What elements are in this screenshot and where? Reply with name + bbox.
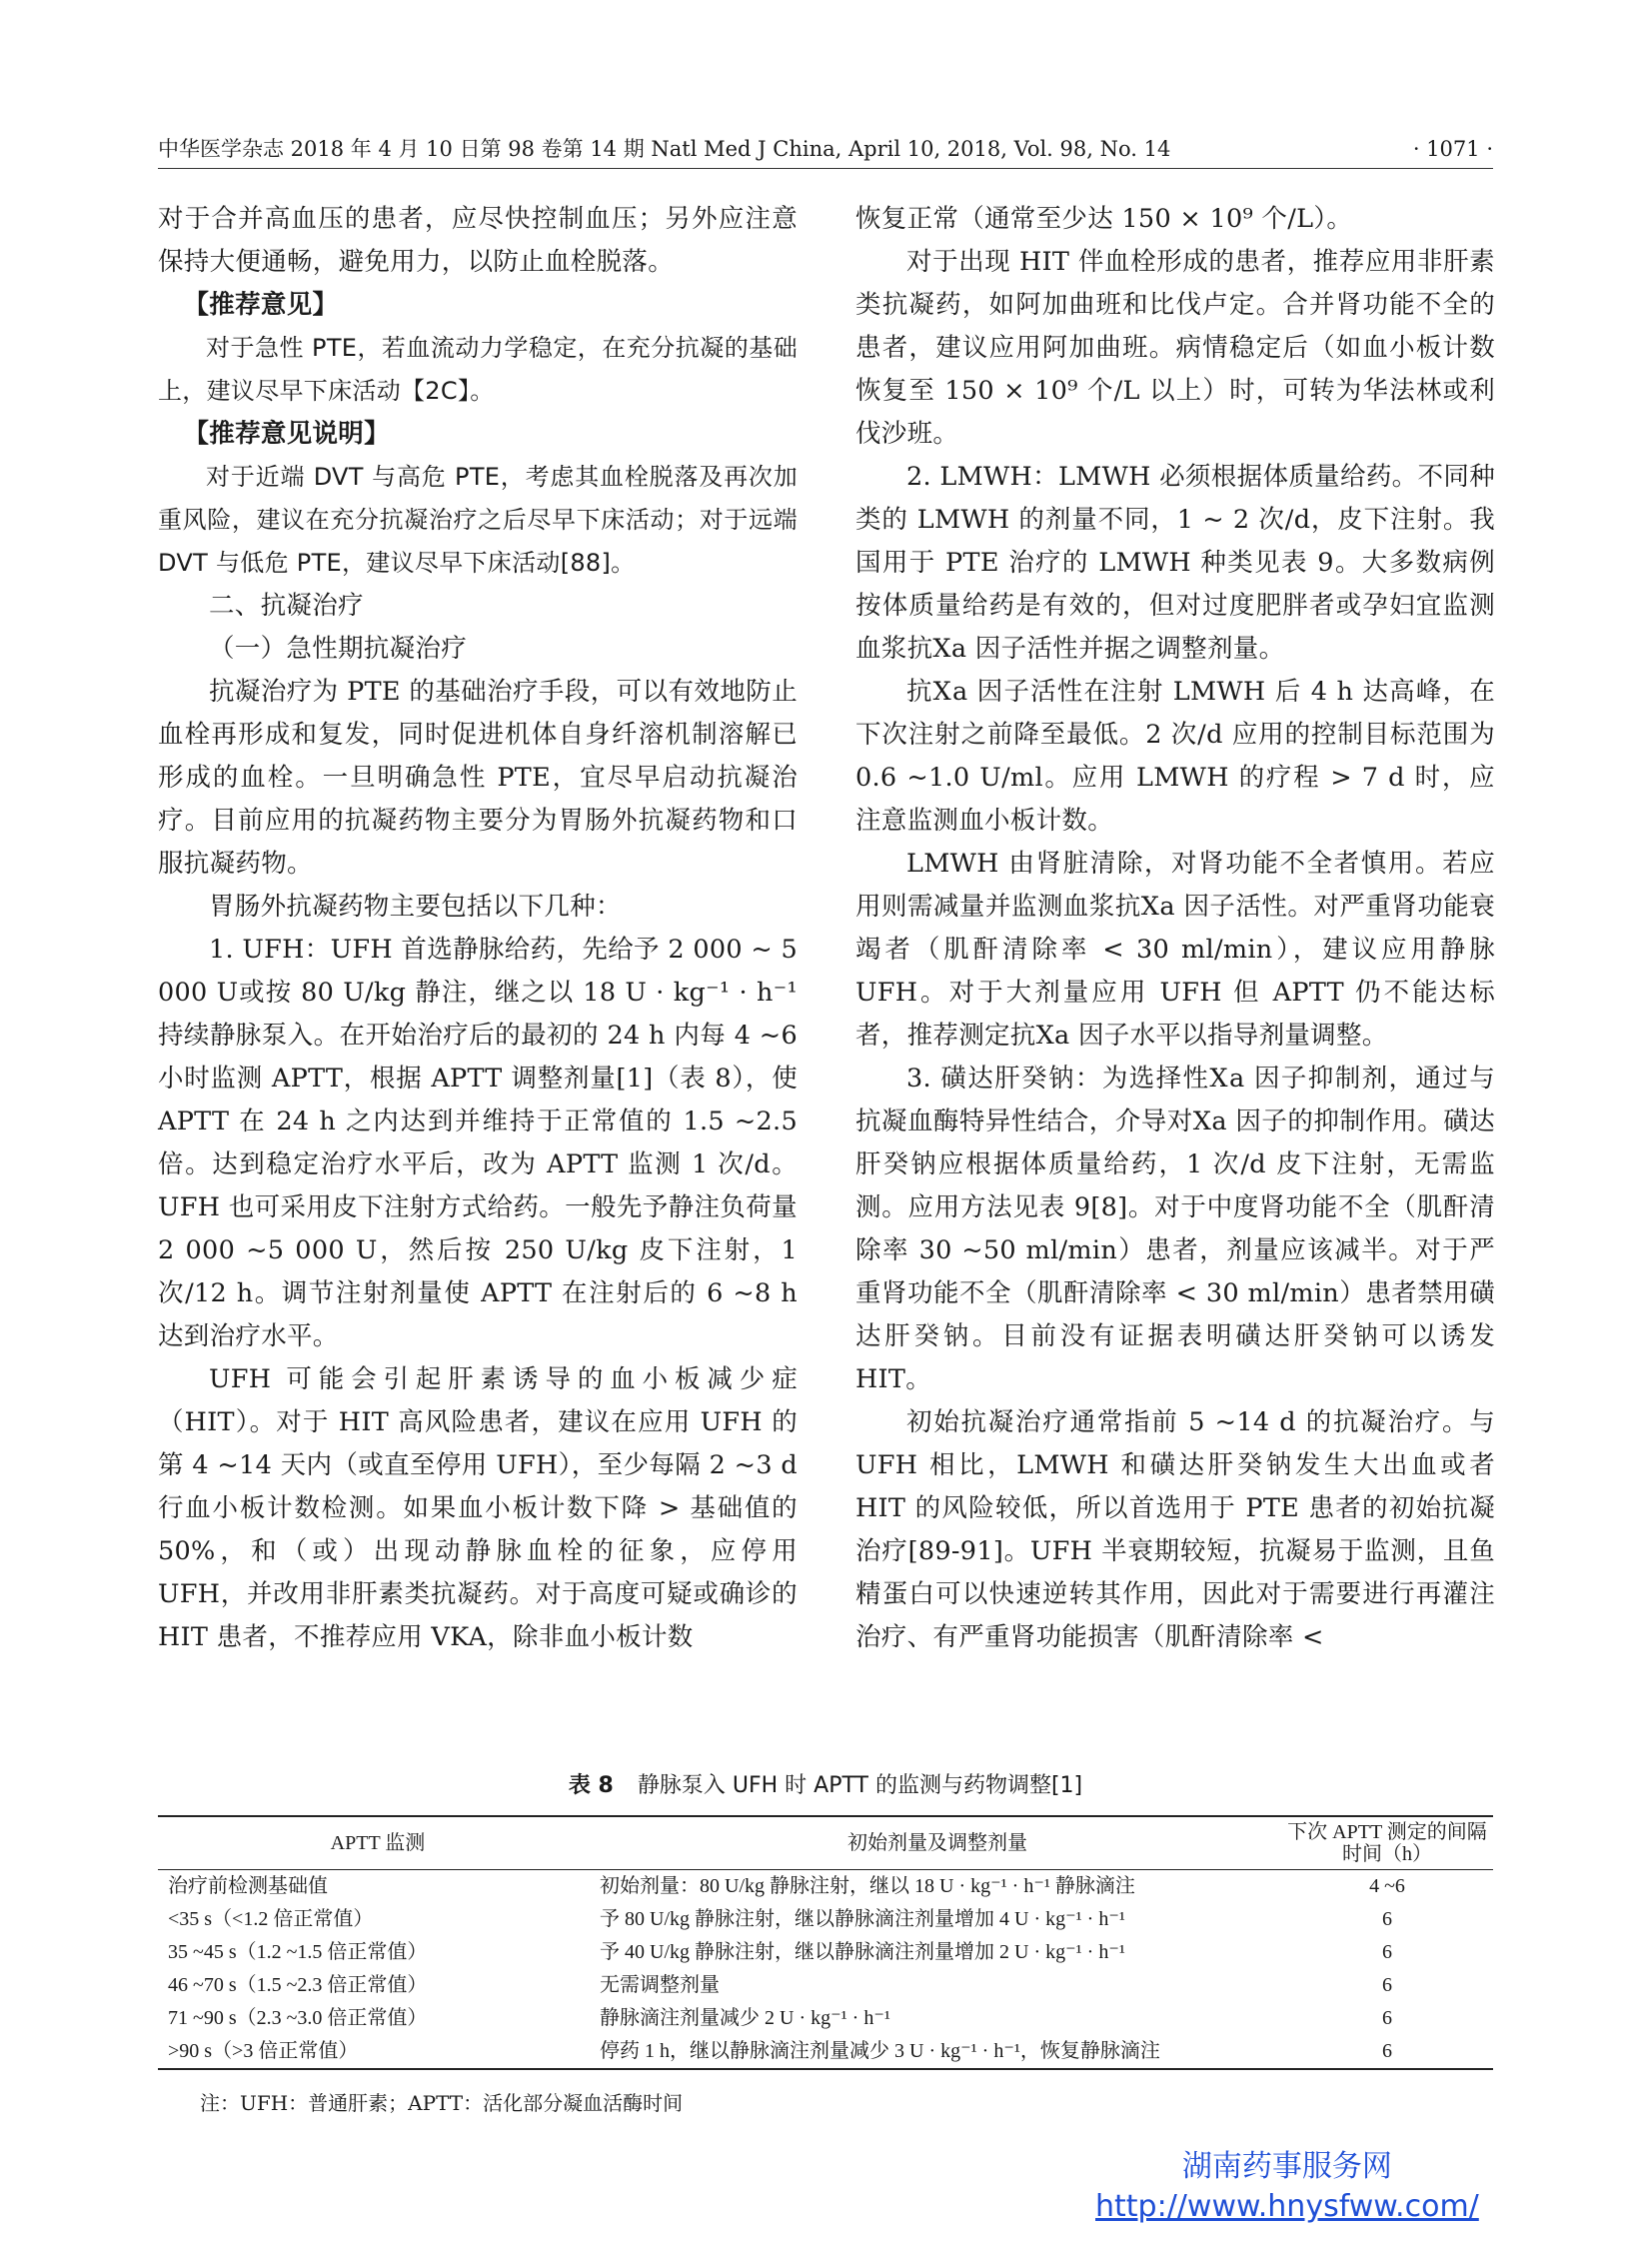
cell: 6 [1382,1974,1392,1996]
watermark-name: 湖南药事服务网 [1181,2149,1392,2184]
table-row [158,2002,1493,2035]
paragraph: 3. 磺达肝癸钠：为选择性Ⅹa 因子抑制剂，通过与抗凝血酶特异性结合，介导对Ⅹa 因子的抑制作用。磺达肝癸钠应根据体质量给药，1 次/d 皮下注射，无需监测。应用方法见表 9[8]。对于中度肾功能不全（肌酐清除率 30 ~50 ml/min）患者，剂量应该减半。对于严重肾功能不全（肌酐清除率 < 30 ml/min）患者禁用磺达肝癸钠。目前没有证据表明磺达肝癸钠可以诱发 HIT。 [855,1064,1495,1394]
paragraph: 抗Ⅹa 因子活性在注射 LMWH 后 4 h 达高峰，在下次注射之前降至最低。2 次/d 应用的控制目标范围为 0.6 ~1.0 U/ml。应用 LMWH 的疗程 > 7 d 时，应注意监测血小板计数。 [855,677,1495,836]
journal-citation: 中华医学杂志 2018 年 4 月 10 日第 98 卷第 14 期 Natl Med J China, April 10, 2018, Vol. 98, No. 14 [158,137,1171,161]
paragraph: UFH 可能会引起肝素诱导的血小板减少症（HIT）。对于 HIT 高风险患者，建议在应用 UFH 的第 4 ~14 天内（或直至停用 UFH），至少每隔 2 ~3 d 行血小板计数检测。如果血小板计数下降 > 基础值的 50%，和（或）出现动静脉血栓的征象，应停用 UFH，并改用非肝素类抗凝药。对于高度可疑或确诊的 HIT 患者，不推荐应用 VKA，除非血小板计数 [158,1364,798,1652]
table-row [158,1870,1493,1904]
col-header: 下次 APTT 测定的间隔时间（h） [1281,1816,1493,1870]
cell: 初始剂量：80 U/kg 静脉注射，继以 18 U · kg⁻¹ · h⁻¹ 静脉滴注 [600,1875,1135,1897]
cell: 6 [1382,1908,1392,1930]
cell: 6 [1382,2007,1392,2029]
table-row [158,1969,1493,2002]
table-header-row [158,1816,1493,1870]
cell: 6 [1281,2035,1493,2069]
recommendation-note-text: 对于近端 DVT 与高危 PTE，考虑其血栓脱落及再次加重风险，建议在充分抗凝治疗之后尽早下床活动；对于远端 DVT 与低危 PTE，建议尽早下床活动[88]。 [158,463,798,577]
cell: 46 ~70 s（1.5 ~2.3 倍正常值） [168,1974,428,1996]
cell: 71 ~90 s（2.3 ~3.0 倍正常值） [168,2007,428,2029]
table-row [158,1936,1493,1969]
table-label: 表 8 [568,1773,614,1798]
col-header: APTT 监测 [158,1816,594,1870]
table-row [158,2035,1493,2069]
cell: 予 40 U/kg 静脉注射，继以静脉滴注剂量增加 2 U · kg⁻¹ · h⁻¹ [600,1941,1125,1963]
watermark-url-link[interactable]: http://www.hnysfww.com/ [1095,2189,1479,2224]
recommendation-note-heading: 【推荐意见说明】 [183,419,390,449]
cell: 6 [1382,1941,1392,1963]
cell: 无需调整剂量 [600,1974,720,1996]
paragraph: 对于合并高血压的患者，应尽快控制血压；另外应注意保持大便通畅，避免用力，以防止血栓脱落。 [158,204,798,277]
table-8 [158,1771,1493,2070]
paragraph: 2. LMWH：LMWH 必须根据体质量给药。不同种类的 LMWH 的剂量不同，1 ~ 2 次/d，皮下注射。我国用于 PTE 治疗的 LMWH 种类见表 9。大多数病例按体质量给药是有效的，但对过度肥胖者或孕妇宜监测血浆抗Ⅹa 因子活性并据之调整剂量。 [855,462,1495,664]
paragraph: LMWH 由肾脏清除，对肾功能不全者慎用。若应用则需减量并监测血浆抗Ⅹa 因子活性。对严重肾功能衰竭者（肌酐清除率 < 30 ml/min），建议应用静脉 UFH。对于大剂量应用 UFH 但 APTT 仍不能达标者，推荐测定抗Ⅹa 因子水平以指导剂量调整。 [855,849,1495,1051]
cell: 治疗前检测基础值 [168,1875,328,1897]
paragraph: 1. UFH：UFH 首选静脉给药，先给予 2 000 ~ 5 000 U或按 80 U/kg 静注，继之以 18 U · kg⁻¹ · h⁻¹持续静脉泵入。在开始治疗后的最初的 24 h 内每 4 ~6 小时监测 APTT，根据 APTT 调整剂量[1]（表 8），使 APTT 在 24 h 之内达到并维持于正常值的 1.5 ~2.5 倍。达到稳定治疗水平后，改为 APTT 监测 1 次/d。UFH 也可采用皮下注射方式给药。一般先予静注负荷量 2 000 ~5 000 U，然后按 250 U/kg 皮下注射，1 次/12 h。调节注射剂量使 APTT 在注射后的 6 ~8 h 达到治疗水平。 [158,935,798,1351]
cell: 予 80 U/kg 静脉注射，继以静脉滴注剂量增加 4 U · kg⁻¹ · h⁻¹ [600,1908,1125,1930]
recommendation-text: 对于急性 PTE，若血流动力学稳定，在充分抗凝的基础上，建议尽早下床活动【2C】。 [158,334,798,405]
section-heading: 二、抗凝治疗 [209,591,364,621]
paragraph: 抗凝治疗为 PTE 的基础治疗手段，可以有效地防止血栓再形成和复发，同时促进机体自身纤溶机制溶解已形成的血栓。一旦明确急性 PTE，宜尽早启动抗凝治疗。目前应用的抗凝药物主要分为胃肠外抗凝药物和口服抗凝药物。 [158,677,798,879]
table-caption [158,1771,1493,1801]
col-header: 初始剂量及调整剂量 [594,1816,1281,1870]
table-footnote: 注：UFH：普通肝素；APTT：活化部分凝血活酶时间 [200,2091,684,2115]
cell: >90 s（>3 倍正常值） [158,2035,594,2069]
cell: <35 s（<1.2 倍正常值） [168,1908,374,1930]
right-column [855,198,1495,1659]
paragraph: 初始抗凝治疗通常指前 5 ~14 d 的抗凝治疗。与 UFH 相比，LMWH 和磺达肝癸钠发生大出血或者 HIT 的风险较低，所以首选用于 PTE 患者的初始抗凝治疗[89-91]。UFH 半衰期较短，抗凝易于监测，且鱼精蛋白可以快速逆转其作用，因此对于需要进行再灌注治疗、有严重肾功能损害（肌酐清除率 < [855,1407,1495,1652]
recommendation-heading: 【推荐意见】 [183,290,339,320]
cell: 停药 1 h，继以静脉滴注剂量减少 3 U · kg⁻¹ · h⁻¹，恢复静脉滴注 [594,2035,1281,2069]
cell: 4 ~6 [1369,1875,1405,1897]
paragraph: 对于出现 HIT 伴血栓形成的患者，推荐应用非肝素类抗凝药，如阿加曲班和比伐卢定。合并肾功能不全的患者，建议应用阿加曲班。病情稳定后（如血小板计数恢复至 150 × 10⁹ 个/L 以上）时，可转为华法林或利伐沙班。 [855,247,1495,449]
paragraph: 恢复正常（通常至少达 150 × 10⁹ 个/L）。 [855,204,1353,234]
running-header [158,132,1493,169]
cell: 35 ~45 s（1.2 ~1.5 倍正常值） [168,1941,428,1963]
website-watermark [1095,2147,1479,2227]
page-number: · 1071 · [1412,137,1493,161]
paragraph: 胃肠外抗凝药物主要包括以下几种： [209,892,622,922]
table-title: 静脉泵入 UFH 时 APTT 的监测与药物调整[1] [637,1773,1083,1798]
aptt-table [158,1815,1493,2070]
left-column [158,198,798,1659]
subsection-heading: （一）急性期抗凝治疗 [209,634,468,664]
table-row [158,1903,1493,1936]
cell: 静脉滴注剂量减少 2 U · kg⁻¹ · h⁻¹ [600,2007,890,2029]
